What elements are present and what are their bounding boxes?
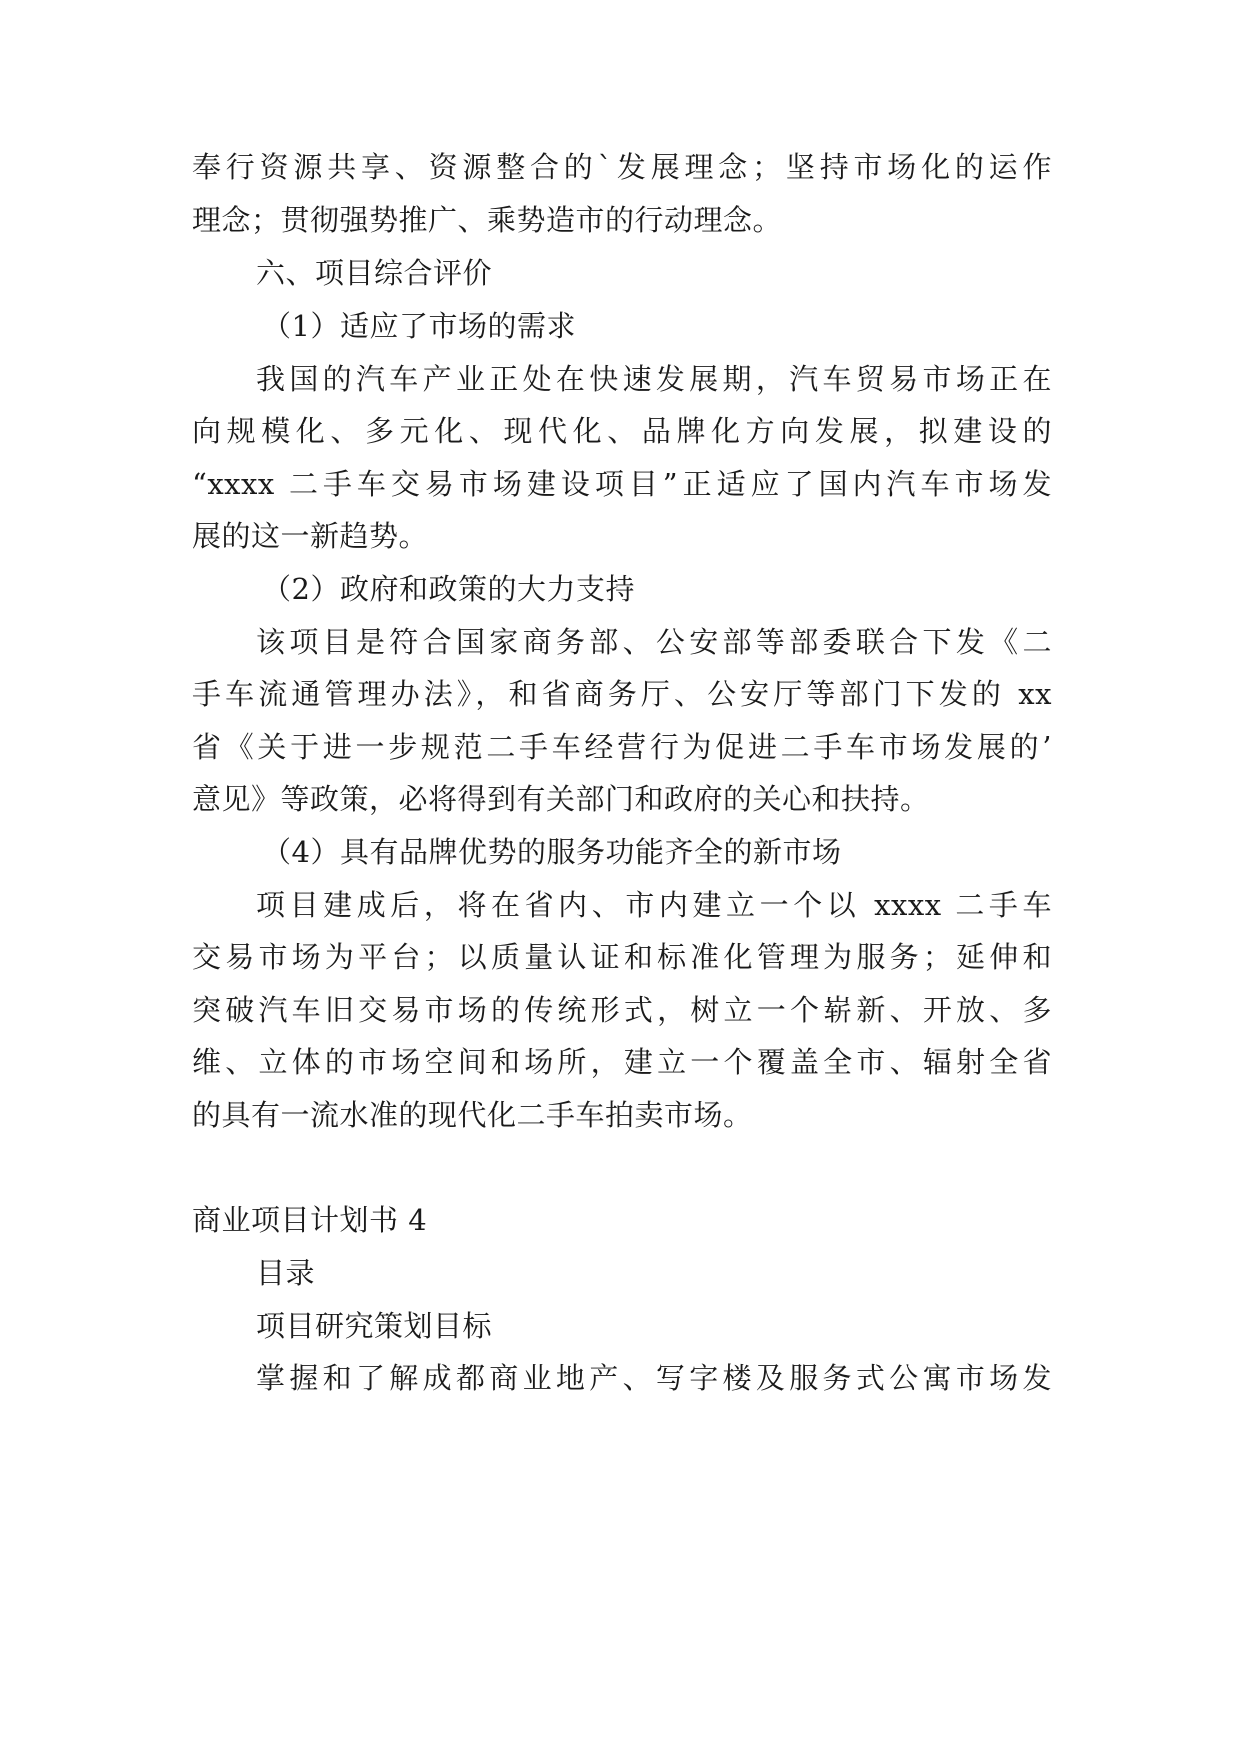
subsection-heading: （2）政府和政策的大力支持	[262, 572, 635, 606]
section-heading: 项目研究策划目标	[256, 1309, 493, 1343]
paragraph-line: 该项目是符合国家商务部、公安部等部委联合下发《二	[256, 625, 1052, 659]
paragraph-line: 突破汽车旧交易市场的传统形式，树立一个崭新、开放、多	[192, 993, 1052, 1027]
paragraph-line: 奉行资源共享、资源整合的`发展理念；坚持市场化的运作	[192, 150, 1052, 184]
paragraph-line: 手车流通管理办法》，和省商务厅、公安厅等部门下发的 xx	[192, 677, 1052, 711]
subsection-heading: （4）具有品牌优势的服务功能齐全的新市场	[262, 835, 842, 869]
paragraph-line: 项目建成后，将在省内、市内建立一个以 xxxx 二手车	[256, 888, 1052, 922]
paragraph-line: 掌握和了解成都商业地产、写字楼及服务式公寓市场发	[256, 1361, 1052, 1395]
paragraph-line: 理念；贯彻强势推广、乘势造市的行动理念。	[192, 203, 783, 237]
paragraph-line: 向规模化、多元化、现代化、品牌化方向发展，拟建设的	[192, 414, 1052, 448]
paragraph-line: 省《关于进一步规范二手车经营行为促进二手车市场发展的’	[192, 730, 1052, 764]
paragraph-line: “xxxx 二手车交易市场建设项目”正适应了国内汽车市场发	[192, 467, 1052, 501]
document-title: 商业项目计划书 4	[192, 1203, 428, 1237]
paragraph-line: 的具有一流水准的现代化二手车拍卖市场。	[192, 1098, 753, 1132]
paragraph-line: 交易市场为平台；以质量认证和标准化管理为服务；延伸和	[192, 940, 1052, 974]
toc-heading: 目录	[256, 1256, 316, 1290]
section-heading: 六、项目综合评价	[256, 256, 493, 290]
paragraph-line: 我国的汽车产业正处在快速发展期，汽车贸易市场正在	[256, 362, 1052, 396]
paragraph-line: 意见》等政策，必将得到有关部门和政府的关心和扶持。	[192, 782, 930, 816]
paragraph-line: 展的这一新趋势。	[192, 519, 429, 553]
paragraph-line: 维、立体的市场空间和场所，建立一个覆盖全市、辐射全省	[192, 1045, 1052, 1079]
subsection-heading: （1）适应了市场的需求	[262, 309, 576, 343]
